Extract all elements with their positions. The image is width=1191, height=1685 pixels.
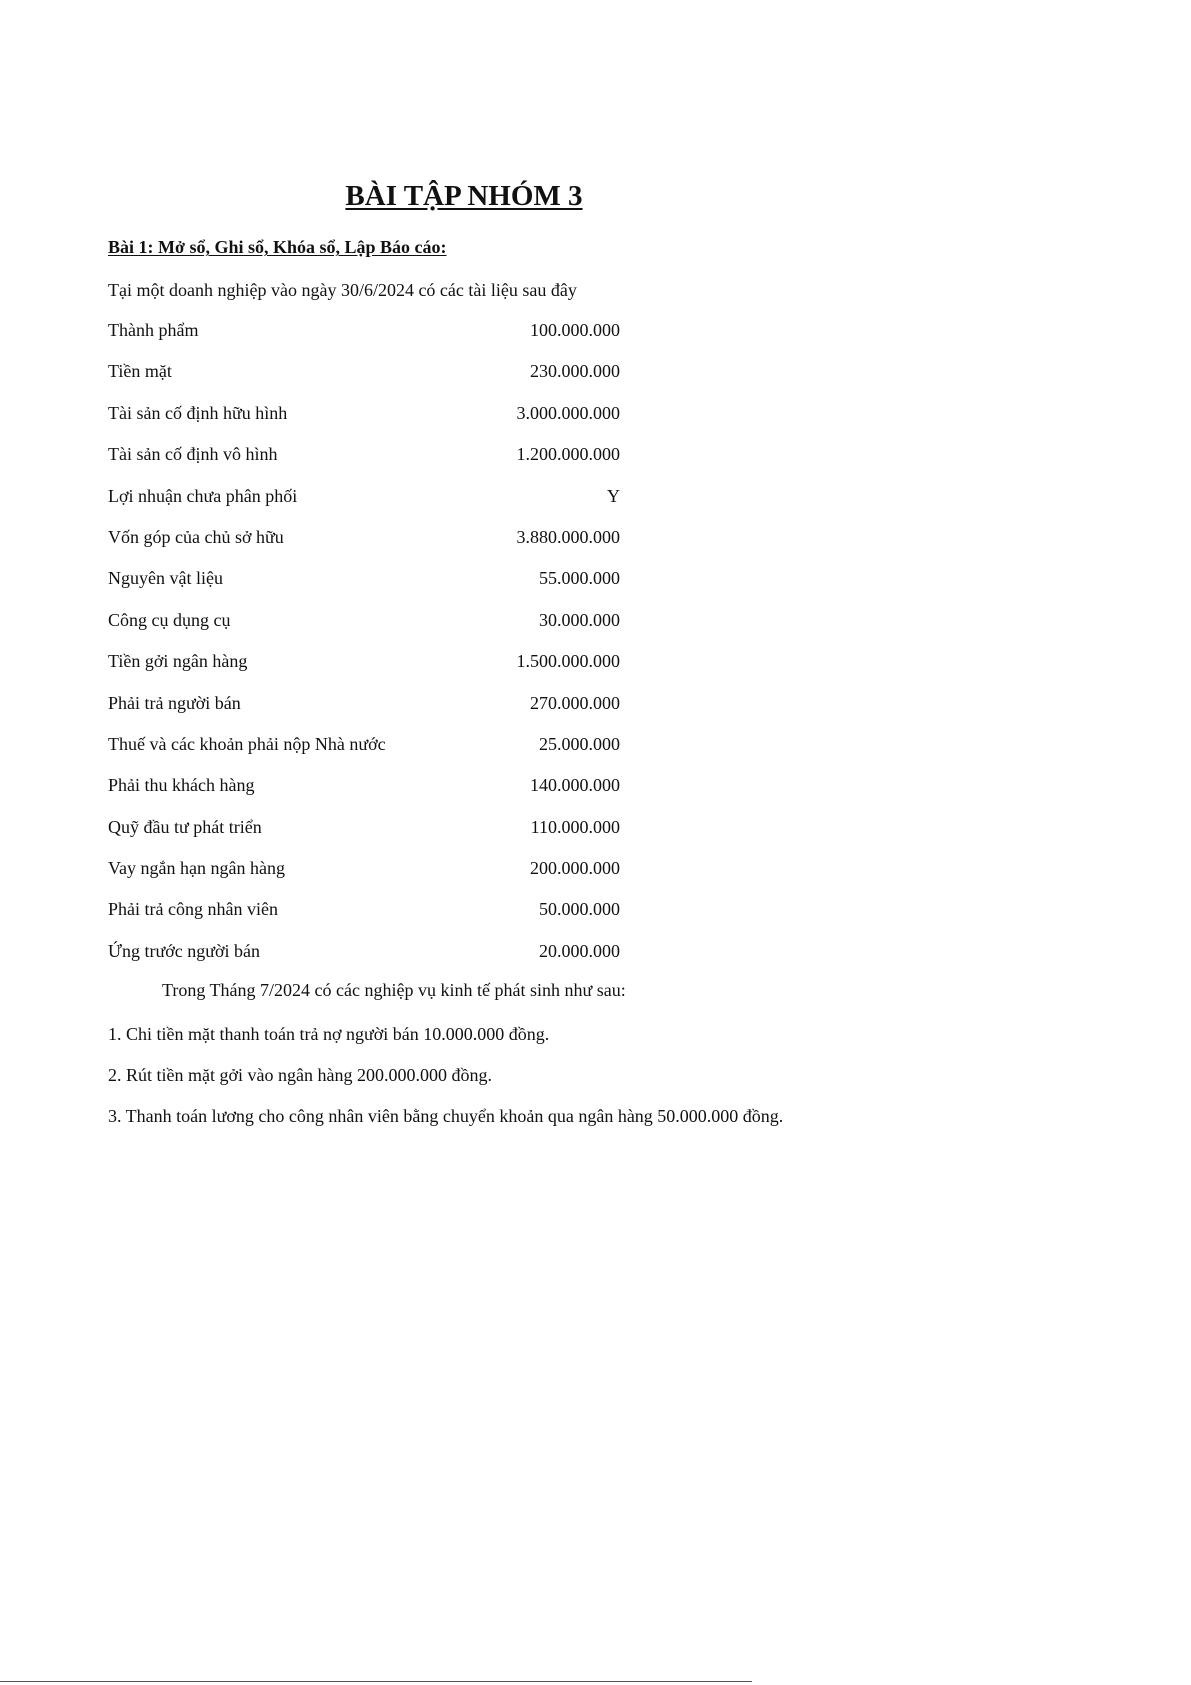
item-label: Quỹ đầu tư phát triển [108,816,262,837]
item-label: Thuế và các khoản phải nộp Nhà nước [108,733,386,754]
item-amount: 110.000.000 [530,816,620,837]
transactions-list [108,1019,810,1142]
item-label: Thành phẩm [108,320,199,340]
item-amount: 50.000.000 [539,899,620,920]
item-label: Công cụ dụng cụ [108,609,231,630]
balance-item [108,318,620,359]
balance-item [108,401,620,442]
balance-item [108,897,620,938]
item-amount: 3.880.000.000 [516,526,620,547]
balance-item [108,566,620,607]
item-label: Ứng trước người bán [108,940,260,961]
item-label: Phải trả người bán [108,692,241,713]
transaction-item: 3. Thanh toán lương cho công nhân viên bằng chuyển khoản qua ngân hàng 50.000.000 đồng. [108,1106,784,1126]
item-label: Vốn góp của chủ sở hữu [108,526,284,547]
balance-item [108,691,620,732]
item-label: Tài sản cố định vô hình [108,444,278,465]
balance-item [108,939,620,980]
balance-item [108,359,620,400]
item-label: Tiền mặt [108,361,172,382]
balance-item [108,525,620,566]
exercise-heading: Bài 1: Mở sổ, Ghi sổ, Khóa sổ, Lập Báo cáo: [108,237,447,257]
balance-item [108,773,620,814]
item-amount: 230.000.000 [530,361,620,382]
item-label: Tài sản cố định hữu hình [108,402,288,423]
item-amount: 270.000.000 [530,692,620,713]
balance-item [108,442,620,483]
balance-item [108,856,620,897]
item-amount: 140.000.000 [530,775,620,796]
transaction-item: 1. Chi tiền mặt thanh toán trả nợ người bán 10.000.000 đồng. [108,1024,550,1044]
intro-text: Tại một doanh nghiệp vào ngày 30/6/2024 có các tài liệu sau đây [108,280,577,300]
balance-item [108,815,620,856]
document-title: BÀI TẬP NHÓM 3 [345,180,583,212]
item-amount: 25.000.000 [539,733,620,754]
item-amount: 1.200.000.000 [516,444,620,465]
item-label: Vay ngắn hạn ngân hàng [108,858,285,879]
balance-item [108,484,620,525]
item-amount: 20.000.000 [539,940,620,961]
page-bottom-rule [0,1681,752,1682]
item-label: Lợi nhuận chưa phân phối [108,485,298,506]
balance-item [108,608,620,649]
balance-item [108,732,620,773]
balance-items-list [108,318,620,980]
item-amount: 3.000.000.000 [516,402,620,423]
item-amount: 200.000.000 [530,858,620,879]
balance-item [108,649,620,690]
item-label: Tiền gởi ngân hàng [108,651,248,672]
item-label: Phải thu khách hàng [108,775,255,796]
item-amount: 30.000.000 [539,609,620,630]
item-label: Phải trả công nhân viên [108,899,278,920]
item-amount: Y [607,485,620,506]
transaction-item: 2. Rút tiền mặt gởi vào ngân hàng 200.000.000 đồng. [108,1065,492,1085]
item-amount: 55.000.000 [539,568,620,589]
item-amount: 100.000.000 [530,320,620,340]
transactions-intro: Trong Tháng 7/2024 có các nghiệp vụ kinh tế phát sinh như sau: [162,980,626,1000]
item-label: Nguyên vật liệu [108,568,223,589]
item-amount: 1.500.000.000 [516,651,620,672]
